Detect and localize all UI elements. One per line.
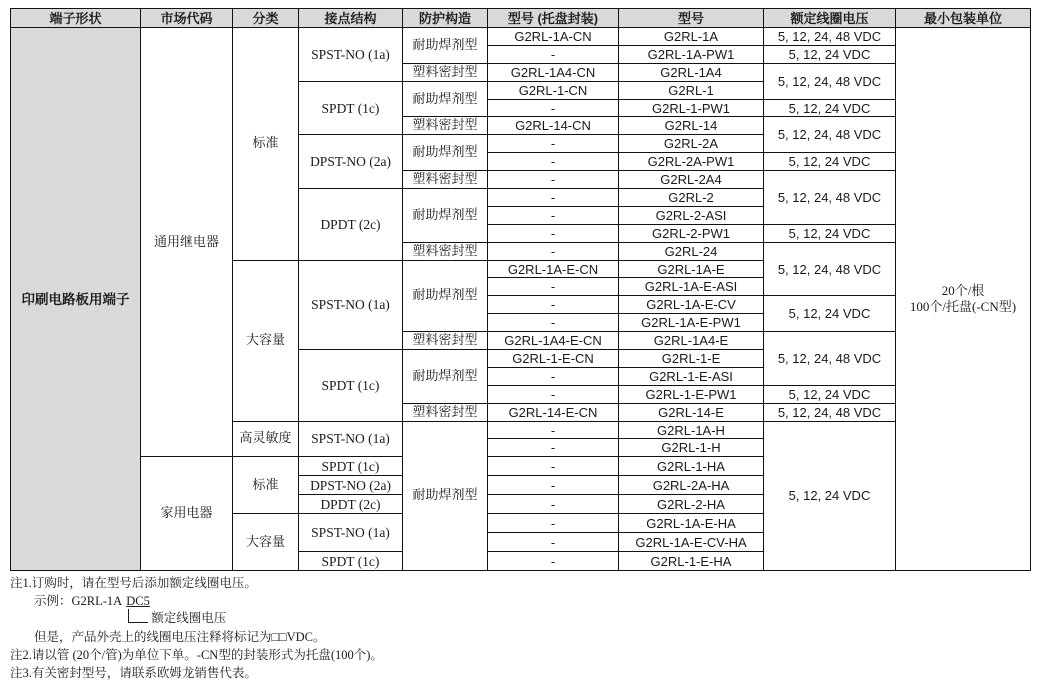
coil-voltage-code-text: DC5 (126, 594, 150, 608)
tray-model-cell: - (488, 242, 619, 260)
model-cell: G2RL-1A (619, 28, 764, 46)
contact-form-cell: DPST-NO (2a) (299, 476, 403, 495)
contact-form-cell: DPDT (2c) (299, 189, 403, 261)
tray-model-cell: - (488, 476, 619, 495)
callout-label: 额定线圈电压 (151, 611, 227, 625)
model-cell: G2RL-2A-PW1 (619, 153, 764, 171)
header-model: 型号 (619, 9, 764, 28)
header-market-code: 市场代码 (141, 9, 233, 28)
coil-voltage-code (126, 592, 227, 625)
callout-bracket-line (128, 609, 148, 623)
contact-form-cell: SPST-NO (1a) (299, 514, 403, 552)
enclosure-type-cell: 耐助焊剂型 (403, 28, 488, 64)
coil-voltage-cell: 5, 12, 24 VDC (764, 421, 896, 571)
enclosure-type-cell: 耐助焊剂型 (403, 350, 488, 404)
category-cell: 标准 (233, 457, 299, 514)
header-contact-form: 接点结构 (299, 9, 403, 28)
tray-model-cell: G2RL-14-E-CN (488, 403, 619, 421)
coil-voltage-cell: 5, 12, 24 VDC (764, 153, 896, 171)
enclosure-type-cell: 耐助焊剂型 (403, 260, 488, 332)
tray-model-cell: - (488, 278, 619, 296)
tray-model-cell: - (488, 421, 619, 439)
contact-form-cell: DPST-NO (2a) (299, 135, 403, 189)
enclosure-type-cell: 塑料密封型 (403, 332, 488, 350)
example-model: 示例：G2RL-1A (34, 594, 123, 608)
contact-form-cell: SPDT (1c) (299, 552, 403, 571)
coil-voltage-cell: 5, 12, 24 VDC (764, 224, 896, 242)
enclosure-type-cell: 塑料密封型 (403, 117, 488, 135)
header-tray-model: 型号 (托盘封装) (488, 9, 619, 28)
model-cell: G2RL-2A-HA (619, 476, 764, 495)
model-cell: G2RL-2-ASI (619, 206, 764, 224)
header-packing-unit: 最小包装单位 (896, 9, 1031, 28)
coil-voltage-cell: 5, 12, 24 VDC (764, 296, 896, 332)
enclosure-type-cell: 耐助焊剂型 (403, 189, 488, 243)
coil-voltage-cell: 5, 12, 24, 48 VDC (764, 332, 896, 386)
model-cell: G2RL-1-E (619, 350, 764, 368)
enclosure-type-cell: 耐助焊剂型 (403, 135, 488, 171)
model-cell: G2RL-1A-E-PW1 (619, 314, 764, 332)
model-cell: G2RL-1-PW1 (619, 99, 764, 117)
coil-voltage-cell: 5, 12, 24, 48 VDC (764, 117, 896, 153)
model-cell: G2RL-1 (619, 81, 764, 99)
tray-model-cell: - (488, 171, 619, 189)
model-cell: G2RL-2-HA (619, 495, 764, 514)
category-cell: 大容量 (233, 514, 299, 571)
coil-voltage-cell: 5, 12, 24 VDC (764, 385, 896, 403)
model-cell: G2RL-24 (619, 242, 764, 260)
packing-unit-cell (896, 28, 1031, 571)
header-enclosure-type: 防护构造 (403, 9, 488, 28)
tray-model-cell: - (488, 367, 619, 385)
model-cell: G2RL-14-E (619, 403, 764, 421)
note-1-caveat: 但是，产品外壳上的线圈电压注释将标记为□□VDC。 (34, 630, 326, 644)
tray-model-cell: - (488, 514, 619, 533)
table-header-row (11, 9, 1031, 28)
terminal-shape-cell: 印刷电路板用端子 (11, 28, 141, 571)
note-1: 注1.订购时，请在型号后添加额定线圈电压。 (10, 576, 257, 590)
header-category: 分类 (233, 9, 299, 28)
model-cell: G2RL-2A4 (619, 171, 764, 189)
contact-form-cell: SPST-NO (1a) (299, 28, 403, 82)
market-code-cell: 通用继电器 (141, 28, 233, 457)
tray-model-cell: - (488, 552, 619, 571)
model-cell: G2RL-2A (619, 135, 764, 153)
model-cell: G2RL-1A-E-HA (619, 514, 764, 533)
model-cell: G2RL-1-E-PW1 (619, 385, 764, 403)
enclosure-type-cell: 塑料密封型 (403, 171, 488, 189)
coil-voltage-cell: 5, 12, 24 VDC (764, 45, 896, 63)
enclosure-type-cell: 耐助焊剂型 (403, 81, 488, 117)
table-body (11, 28, 1031, 571)
coil-voltage-cell: 5, 12, 24, 48 VDC (764, 28, 896, 46)
tray-model-cell: - (488, 439, 619, 457)
model-cell: G2RL-1A4 (619, 63, 764, 81)
tray-model-cell: G2RL-1-E-CN (488, 350, 619, 368)
coil-voltage-cell: 5, 12, 24, 48 VDC (764, 403, 896, 421)
tray-model-cell: - (488, 135, 619, 153)
relay-model-table (10, 8, 1031, 571)
tray-model-cell: G2RL-1A4-E-CN (488, 332, 619, 350)
category-cell: 大容量 (233, 260, 299, 421)
tray-model-cell: G2RL-1A-CN (488, 28, 619, 46)
coil-voltage-cell: 5, 12, 24, 48 VDC (764, 63, 896, 99)
note-1-example (10, 592, 1030, 625)
packing-unit-cell-line: 20个/根 (941, 283, 985, 299)
model-cell: G2RL-1A4-E (619, 332, 764, 350)
model-cell: G2RL-1-E-ASI (619, 367, 764, 385)
enclosure-type-cell: 塑料密封型 (403, 242, 488, 260)
model-cell: G2RL-14 (619, 117, 764, 135)
tray-model-cell: - (488, 533, 619, 552)
note-2: 注2.请以管 (20个/管)为单位下单。-CN型的封装形式为托盘(100个)。 (10, 648, 383, 662)
model-cell: G2RL-1A-E-ASI (619, 278, 764, 296)
tray-model-cell: - (488, 385, 619, 403)
tray-model-cell: - (488, 153, 619, 171)
tray-model-cell: G2RL-1A4-CN (488, 63, 619, 81)
tray-model-cell: - (488, 495, 619, 514)
tray-model-cell: - (488, 296, 619, 314)
tray-model-cell: - (488, 189, 619, 207)
model-cell: G2RL-1A-PW1 (619, 45, 764, 63)
table-row (11, 28, 1031, 46)
enclosure-type-cell: 塑料密封型 (403, 63, 488, 81)
header-coil-voltage: 额定线圈电压 (764, 9, 896, 28)
coil-voltage-callout (128, 609, 226, 627)
coil-voltage-cell: 5, 12, 24 VDC (764, 99, 896, 117)
model-cell: G2RL-1A-H (619, 421, 764, 439)
contact-form-cell: SPST-NO (1a) (299, 421, 403, 457)
model-cell: G2RL-1A-E (619, 260, 764, 278)
model-cell: G2RL-2 (619, 189, 764, 207)
coil-voltage-cell: 5, 12, 24, 48 VDC (764, 242, 896, 296)
model-cell: G2RL-1A-E-CV (619, 296, 764, 314)
contact-form-cell: DPDT (2c) (299, 495, 403, 514)
contact-form-cell: SPDT (1c) (299, 350, 403, 422)
model-cell: G2RL-1-E-HA (619, 552, 764, 571)
tray-model-cell: - (488, 314, 619, 332)
model-cell: G2RL-1A-E-CV-HA (619, 533, 764, 552)
enclosure-type-cell: 塑料密封型 (403, 403, 488, 421)
contact-form-cell: SPDT (1c) (299, 457, 403, 476)
category-cell: 高灵敏度 (233, 421, 299, 457)
model-cell: G2RL-1-HA (619, 457, 764, 476)
model-cell: G2RL-1-H (619, 439, 764, 457)
tray-model-cell: - (488, 45, 619, 63)
tray-model-cell: G2RL-1-CN (488, 81, 619, 99)
tray-model-cell: - (488, 206, 619, 224)
tray-model-cell: G2RL-14-CN (488, 117, 619, 135)
tray-model-cell: - (488, 99, 619, 117)
packing-unit-cell-line: 100个/托盘(-CN型) (909, 299, 1017, 315)
note-3: 注3.有关密封型号，请联系欧姆龙销售代表。 (10, 666, 257, 680)
header-terminal-shape: 端子形状 (11, 9, 141, 28)
coil-voltage-cell: 5, 12, 24, 48 VDC (764, 171, 896, 225)
footnotes (10, 574, 1030, 682)
model-cell: G2RL-2-PW1 (619, 224, 764, 242)
tray-model-cell: - (488, 224, 619, 242)
category-cell: 标准 (233, 28, 299, 261)
tray-model-cell: G2RL-1A-E-CN (488, 260, 619, 278)
market-code-cell: 家用电器 (141, 457, 233, 571)
enclosure-type-cell: 耐助焊剂型 (403, 421, 488, 571)
contact-form-cell: SPDT (1c) (299, 81, 403, 135)
contact-form-cell: SPST-NO (1a) (299, 260, 403, 349)
tray-model-cell: - (488, 457, 619, 476)
